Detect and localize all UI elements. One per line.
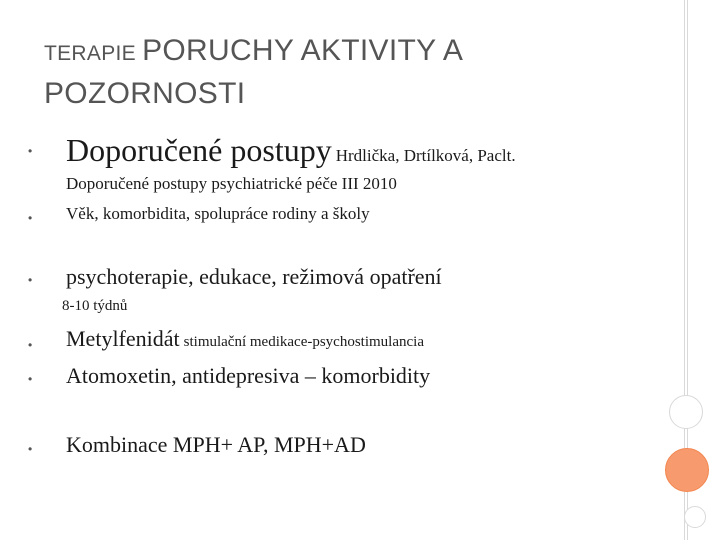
title-prefix: TERAPIE bbox=[44, 42, 143, 65]
list-item-postupy bbox=[66, 132, 516, 169]
bullet-marker: • bbox=[28, 273, 33, 287]
bullet-marker: • bbox=[28, 338, 33, 352]
list-item-psychoterapie: psychoterapie, edukace, režimová opatření bbox=[66, 264, 442, 289]
list-item-kombinace: Kombinace MPH+ AP, MPH+AD bbox=[66, 432, 366, 457]
title-rest: PORUCHY AKTIVITY A bbox=[142, 34, 464, 67]
decorative-circle-small bbox=[684, 506, 706, 528]
bullet-marker: • bbox=[28, 211, 33, 225]
decorative-circle-accent bbox=[665, 448, 709, 492]
title-line-2: POZORNOSTI bbox=[44, 77, 246, 110]
slide-title bbox=[44, 31, 604, 114]
bullet-marker: • bbox=[28, 442, 33, 456]
decorative-circle-outline bbox=[669, 395, 703, 429]
bullet-marker: • bbox=[28, 372, 33, 386]
list-item-metylfenidat bbox=[66, 326, 424, 352]
postupy-source: Doporučené postupy psychiatrické péče III 2010 bbox=[66, 174, 397, 193]
metylfenidat-note: stimulační medikace-psychostimulancia bbox=[183, 334, 424, 350]
postupy-main-text: Doporučené postupy bbox=[66, 132, 332, 168]
list-item-atomoxetin: Atomoxetin, antidepresiva – komorbidity bbox=[66, 363, 431, 388]
list-item-vek: Věk, komorbidita, spolupráce rodiny a školy bbox=[66, 204, 370, 223]
bullet-marker: • bbox=[28, 144, 33, 158]
tydnu-note: 8-10 týdnů bbox=[62, 298, 128, 314]
postupy-authors: Hrdlička, Drtílková, Paclt. bbox=[335, 146, 516, 165]
metylfenidat-main: Metylfenidát bbox=[66, 326, 180, 351]
